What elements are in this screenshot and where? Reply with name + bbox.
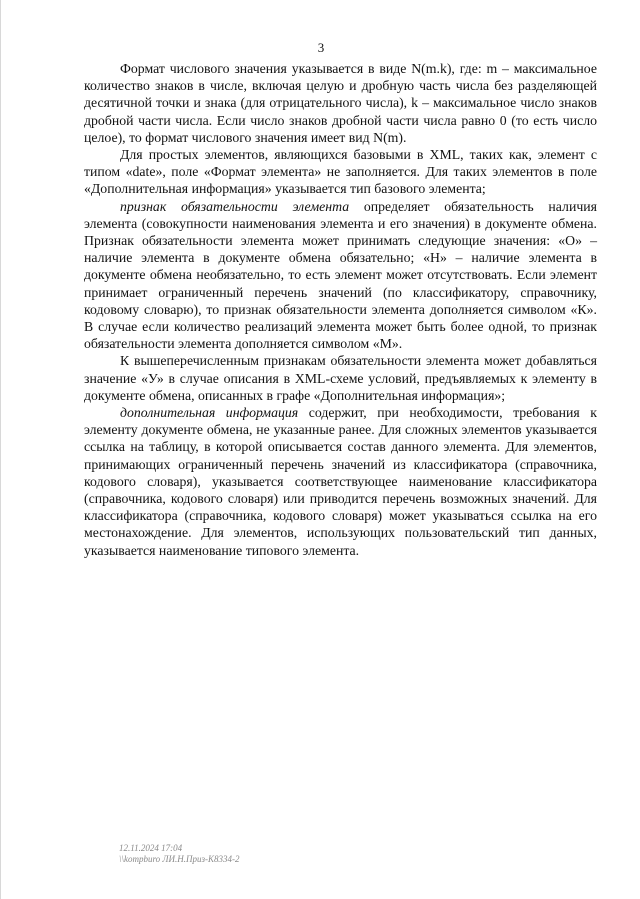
term-additional-info: дополнительная информация — [120, 405, 299, 421]
paragraph-simple-elements — [84, 146, 597, 198]
print-footer — [119, 843, 240, 865]
paragraph-text: содержит, при необходимости, требования к элементу документе обмена, не указанные ранее. Для сложных элементов указывается ссылка на таблицу, в которой описывается состав данного элемента. Для элементов, принимающих ограниченный перечень значений из классификатора (справочника, кодового словаря), указывается соответствующее наименование классификатора (справочника, кодового словаря) или приводится перечень возможных значений. Для классификатора (справочника, кодового словаря) может указываться ссылка на его местонахождение. Для элементов, использующих пользовательский тип данных, указывается наименование типового элемента. — [84, 405, 597, 558]
paragraph-text: Для простых элементов, являющихся базовыми в XML, таких как, элемент с типом «date», поле «Формат элемента» не заполняется. Для таких элементов в поле «Дополнительная информация» указывается тип базового элемента; — [84, 147, 597, 197]
paragraph-text: Формат числового значения указывается в виде N(m.k), где: m – максимальное количество знаков в числе, включая целую и дробную часть числа без разделяющей десятичной точки и знака (для отрицательного числа), k – максимальное число знаков дробной части числа. Если число знаков дробной части числа равно 0 (то есть число целое), то формат числового значения имеет вид N(m). — [84, 61, 597, 145]
page-number: 3 — [317, 40, 325, 55]
paragraph-text: определяет обязательность наличия элемента (совокупности наименования элемента и его значения) в документе обмена. Признак обязательности элемента может принимать следующие значения: «О» – наличие элемента в документе обмена обязательно; «Н» – наличие элемента в документе обмена необязательно, то есть элемент может отсутствовать. Если элемент принимает ограниченный перечень значений (по классификатору, справочнику, кодовому словарю), то признак обязательности элемента дополняется символом «К». В случае если количество реализаций элемента может быть более одной, то признак обязательности элемента дополняется символом «М». — [84, 198, 597, 352]
paragraph-additional-flag — [84, 352, 597, 404]
paragraph-additional-info — [84, 404, 597, 559]
term-mandatory-flag: признак обязательности элемента — [120, 198, 350, 214]
footer-timestamp: 12.11.2024 17:04 — [119, 843, 183, 853]
paragraph-mandatory-flag — [84, 198, 597, 353]
paragraph-text: К вышеперечисленным признакам обязательности элемента может добавляться значение «У» в случае описания в XML-схеме условий, предъявляемых к элементу в документе обмена, описанных в графе «Дополнительная информация»; — [84, 353, 597, 403]
paragraph-number-format — [84, 60, 597, 146]
footer-file-path: \\kompburo ЛИ.Н.Приз-К8334-2 — [119, 854, 240, 864]
document-body — [84, 60, 597, 559]
